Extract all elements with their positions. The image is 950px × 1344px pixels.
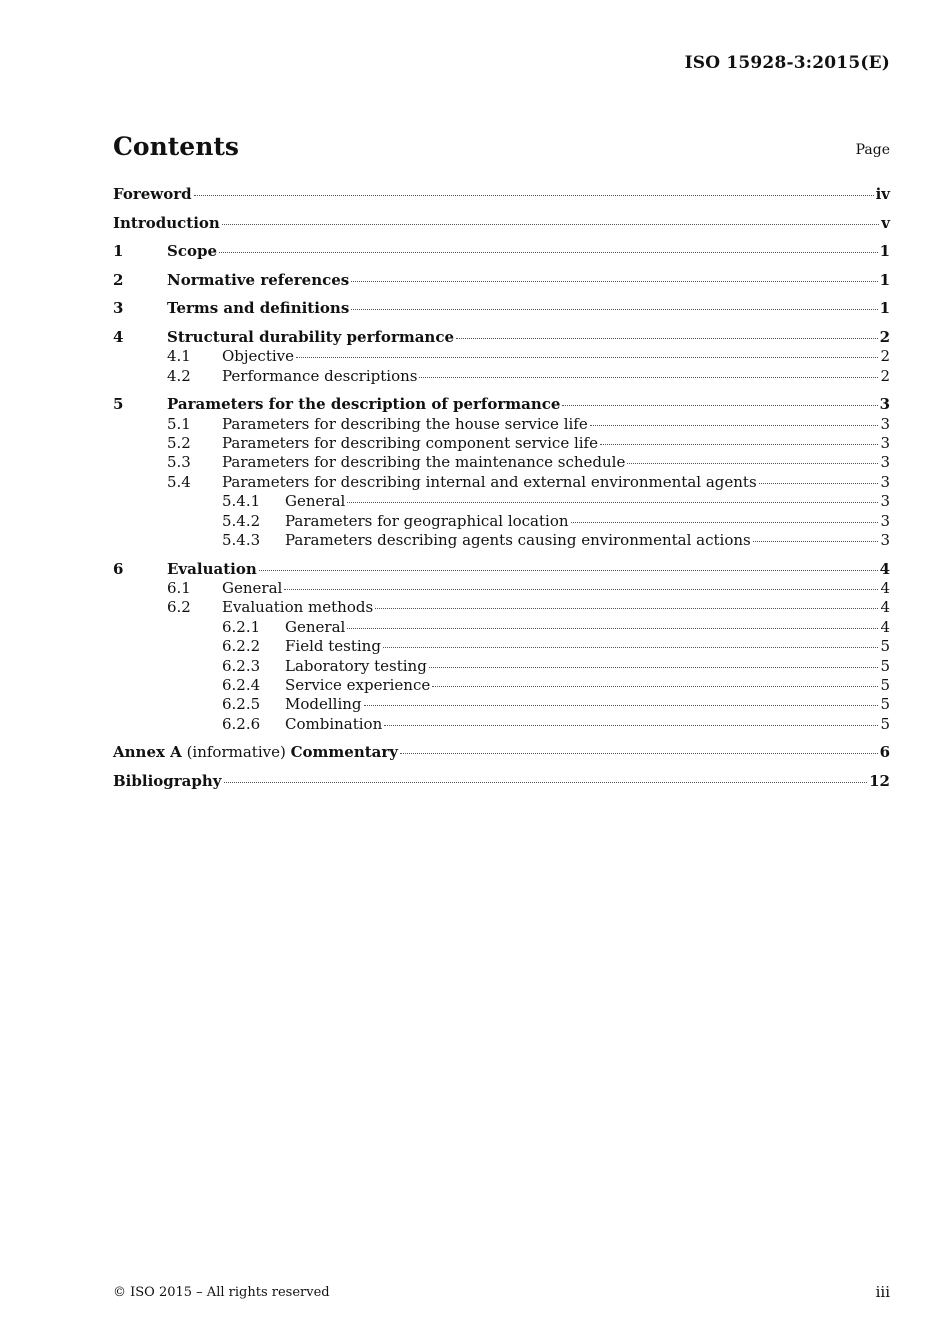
table-of-contents (113, 185, 890, 791)
toc-entry[interactable] (113, 715, 890, 734)
toc-entry-number: 4.1 (167, 347, 191, 366)
dot-leader (419, 377, 878, 378)
toc-entry-title: Service experience (285, 675, 431, 694)
toc-entry-title: Bibliography (113, 771, 222, 790)
toc-entry-title: Parameters for describing component service life (222, 434, 598, 453)
dot-leader (222, 224, 879, 225)
toc-entry-page: 4 (880, 598, 890, 617)
toc-entry[interactable] (113, 367, 890, 386)
toc-entry-title: Introduction (113, 213, 220, 232)
toc-entry-title: Laboratory testing (285, 656, 427, 675)
toc-entry-title: Parameters for describing the maintenance schedule (222, 453, 626, 472)
toc-entry-number: 5.2 (167, 434, 191, 453)
toc-entry-title: Structural durability performance (167, 327, 455, 346)
dot-leader (429, 667, 879, 668)
toc-entry[interactable] (113, 453, 890, 472)
dot-leader (375, 608, 878, 609)
toc-entry[interactable] (113, 637, 890, 656)
toc-entry-page: 5 (880, 714, 890, 733)
dot-leader (194, 195, 874, 196)
toc-entry-number: 6 (113, 559, 124, 578)
toc-entry-number: 5.4 (167, 472, 191, 491)
toc-entry-page: 2 (880, 347, 890, 366)
toc-entry-number: 5.4.2 (222, 511, 261, 530)
toc-entry[interactable] (113, 242, 890, 261)
toc-entry[interactable] (113, 512, 890, 531)
toc-entry-title: Parameters for the description of performance (167, 395, 561, 414)
dot-leader (351, 309, 877, 310)
toc-entry[interactable] (113, 618, 890, 637)
toc-entry-page: 3 (880, 511, 890, 530)
toc-entry-page: 3 (880, 453, 890, 472)
toc-entry-page: 3 (879, 395, 890, 414)
dot-leader (259, 570, 878, 571)
toc-entry[interactable] (113, 598, 890, 617)
toc-entry-number: 1 (113, 242, 124, 261)
toc-entry-number: 6.2.1 (222, 617, 261, 636)
dot-leader (600, 444, 878, 445)
toc-entry-title: Scope (167, 242, 218, 261)
toc-entry-number: 6.2 (167, 598, 191, 617)
toc-entry-title: Parameters describing agents causing environmental actions (285, 530, 751, 549)
copyright-notice: © ISO 2015 – All rights reserved (113, 1285, 330, 1300)
toc-entry-title: Performance descriptions (222, 366, 418, 385)
toc-entry[interactable] (113, 415, 890, 434)
toc-entry-number: 6.2.3 (222, 656, 261, 675)
dot-leader (383, 647, 879, 648)
toc-entry-page: 5 (880, 656, 890, 675)
dot-leader (296, 357, 878, 358)
toc-entry-page: 3 (880, 414, 890, 433)
toc-entry-title: Evaluation (167, 559, 257, 578)
toc-entry[interactable] (113, 492, 890, 511)
dot-leader (347, 628, 878, 629)
toc-entry-title: Parameters for describing internal and external environmental agents (222, 472, 757, 491)
toc-entry[interactable] (113, 271, 890, 290)
toc-entry-page: 5 (880, 675, 890, 694)
toc-entry-page: 6 (879, 743, 890, 762)
dot-leader (364, 705, 879, 706)
page-number: iii (875, 1283, 890, 1301)
dot-leader (456, 338, 878, 339)
toc-entry[interactable] (113, 347, 890, 366)
toc-entry-title: Combination (285, 714, 383, 733)
toc-entry-title: Parameters for geographical location (285, 511, 569, 530)
toc-entry[interactable] (113, 531, 890, 550)
dot-leader (219, 252, 878, 253)
toc-entry-page: 4 (879, 559, 890, 578)
toc-entry-number: 5 (113, 395, 124, 414)
toc-entry[interactable] (113, 328, 890, 347)
toc-entry-title: General (285, 617, 346, 636)
dot-leader (590, 425, 879, 426)
toc-entry-number: 5.3 (167, 453, 191, 472)
dot-leader (224, 782, 868, 783)
dot-leader (400, 753, 878, 754)
dot-leader (562, 405, 877, 406)
annex-label: Annex A (113, 743, 182, 762)
dot-leader (351, 281, 877, 282)
dot-leader (759, 483, 879, 484)
toc-entry[interactable] (113, 299, 890, 318)
toc-entry-number: 6.2.6 (222, 714, 261, 733)
dot-leader (284, 589, 878, 590)
toc-entry-title: Normative references (167, 270, 350, 289)
toc-entry-title: Evaluation methods (222, 598, 374, 617)
toc-entry[interactable] (113, 434, 890, 453)
toc-entry-number: 6.1 (167, 578, 191, 597)
toc-entry-number: 6.2.4 (222, 675, 261, 694)
toc-entry[interactable] (113, 395, 890, 414)
toc-entry-page: 3 (880, 472, 890, 491)
toc-entry-number: 4.2 (167, 366, 191, 385)
toc-entry-number: 3 (113, 299, 124, 318)
toc-entry-page: 5 (880, 695, 890, 714)
toc-entry[interactable] (113, 560, 890, 579)
toc-entry-page: 1 (879, 299, 890, 318)
toc-entry[interactable] (113, 579, 890, 598)
toc-entry-number: 5.4.1 (222, 492, 261, 511)
toc-entry[interactable] (113, 214, 890, 233)
toc-entry[interactable] (113, 695, 890, 714)
toc-entry[interactable] (113, 676, 890, 695)
toc-entry-title: Modelling (285, 695, 362, 714)
toc-entry-page: 5 (880, 637, 890, 656)
toc-entry-page: 3 (880, 492, 890, 511)
dot-leader (753, 541, 879, 542)
toc-entry[interactable] (113, 772, 890, 791)
toc-entry[interactable] (113, 185, 890, 204)
toc-entry-title: Terms and definitions (167, 299, 350, 318)
toc-entry[interactable] (113, 657, 890, 676)
toc-entry-number: 2 (113, 270, 124, 289)
toc-entry[interactable] (113, 743, 890, 762)
toc-entry-title: Foreword (113, 185, 192, 203)
dot-leader (627, 463, 878, 464)
toc-entry-title: Parameters for describing the house service life (222, 414, 588, 433)
page-column-label: Page (855, 142, 890, 158)
dot-leader (432, 686, 878, 687)
toc-entry-page: 4 (880, 617, 890, 636)
toc-entry-page: 2 (879, 327, 890, 346)
toc-entry-title: General (222, 578, 283, 597)
toc-entry[interactable] (113, 473, 890, 492)
annex-title: Commentary (290, 743, 398, 762)
toc-entry-page: 2 (880, 366, 890, 385)
toc-entry-page: 4 (880, 578, 890, 597)
toc-entry-number: 5.4.3 (222, 530, 261, 549)
toc-entry-number: 5.1 (167, 414, 191, 433)
toc-entry-number: 6.2.2 (222, 637, 261, 656)
dot-leader (571, 522, 879, 523)
annex-type: (informative) (181, 743, 291, 762)
toc-entry-page: 1 (879, 242, 890, 261)
toc-entry-page: v (881, 213, 890, 232)
toc-entry-page: 3 (880, 434, 890, 453)
toc-entry-page: iv (875, 185, 890, 203)
toc-entry-title: General (285, 492, 346, 511)
toc-entry-number: 6.2.5 (222, 695, 261, 714)
page-title: Contents (113, 132, 240, 161)
toc-entry-title: Objective (222, 347, 295, 366)
dot-leader (347, 502, 878, 503)
toc-entry-page: 3 (880, 530, 890, 549)
toc-entry-page: 12 (869, 771, 890, 790)
dot-leader (384, 725, 878, 726)
toc-entry-title: Field testing (285, 637, 381, 656)
toc-entry-page: 1 (879, 270, 890, 289)
toc-entry-number: 4 (113, 327, 124, 346)
toc-entry-title (113, 743, 398, 762)
document-code: ISO 15928-3:2015(E) (684, 53, 890, 73)
